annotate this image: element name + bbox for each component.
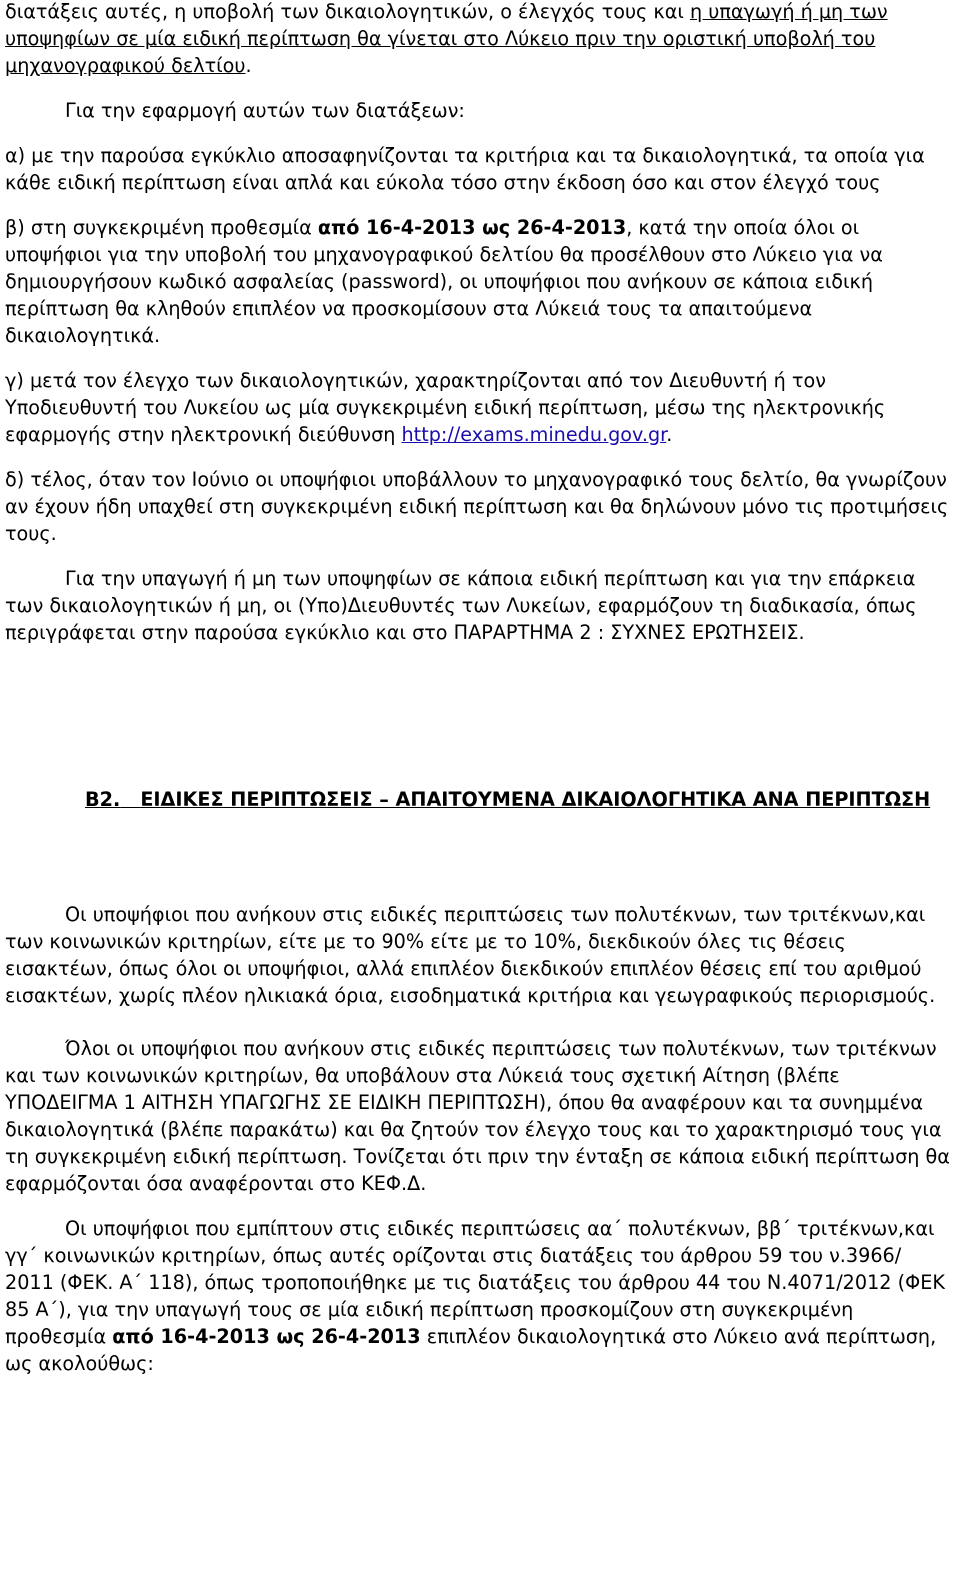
paragraph-documents: Οι υποψήφιοι που εμπίπτουν στις ειδικές περιπτώσεις αα΄ πολυτέκνων, ββ΄ τριτέκνων,και γγ΄ κοινωνικών κριτηρίων, όπως αυτές ορίζονται στις διατάξεις του άρθρου 59 του ν.3966/ 2011 (ΦΕΚ. Α΄ 118), όπως τροποποιήθηκε με τις διατάξεις του άρθρου 44 του Ν.4071/2012 (ΦΕΚ 85 Α΄), για την υπαγωγή τους σε μία ειδική περίπτωση προσκομίζουν στη συγκεκριμένη προθεσμία από 16-4-2013 ως 26-4-2013 επιπλέον δικαιολογητικά στο Λύκειο ανά περίπτωση, ως ακολούθως:: [5, 1217, 945, 1375]
section-heading: [5, 786, 953, 813]
section-number: Β2.: [85, 788, 121, 811]
paragraph-special-cases: Οι υποψήφιοι που ανήκουν στις ειδικές περιπτώσεις των πολυτέκνων, των τριτέκνων,και των κοινωνικών κριτηρίων, είτε με το 90% είτε με το 10%, διεκδικούν όλες τις θέσεις εισακτέων, όπως όλοι οι υποψήφιοι, αλλά επιπλέον διεκδικούν επιπλέον θέσεις επί του αριθμού εισακτέων, χωρίς πλέον ηλικιακά όρια, εισοδηματικά κριτήρια και γεωγραφικούς περιορισμούς.: [5, 903, 936, 1007]
paragraph-d: δ) τέλος, όταν τον Ιούνιο οι υποψήφιοι υποβάλλουν το μηχανογραφικό τους δελτίο, θα γνωρίζουν αν έχουν ήδη υπαχθεί στη συγκεκριμένη ειδική περίπτωση και θα δηλώνουν μόνο τις προτιμήσεις τους.: [5, 468, 949, 545]
paragraph-application-form: Όλοι οι υποψήφιοι που ανήκουν στις ειδικές περιπτώσεις των πολυτέκνων, των τριτέκνων και των κοινωνικών κριτηρίων, θα υποβάλουν στα Λύκειά τους σχετική Αίτηση (βλέπε ΥΠΟΔΕΙΓΜΑ 1 ΑΙΤΗΣΗ ΥΠΑΓΩΓΗΣ ΣΕ ΕΙΔΙΚΗ ΠΕΡΙΠΤΩΣΗ), όπου θα αναφέρουν και τα συνημμένα δικαιολογητικά (βλέπε παρακάτω) και θα ζητούν τον έλεγχο τους και το χαρακτηρισμό τους για τη συγκεκριμένη ειδική περίπτωση. Τονίζεται ότι πριν την ένταξη σε κάποια ειδική περίπτωση θα εφαρμόζονται όσα αναφέρονται στο ΚΕΦ.Δ.: [5, 1037, 950, 1195]
document-page: [5, 0, 953, 1377]
intro-underlined-text: η υπαγωγή ή μη των υποψηφίων σε μία ειδική περίπτωση θα γίνεται στο Λύκειο πριν την οριστική υποβολή του μηχανογραφικού δελτίου: [5, 0, 888, 77]
section-title: ΕΙΔΙΚΕΣ ΠΕΡΙΠΤΩΣΕΙΣ – ΑΠΑΙΤΟΥΜΕΝΑ ΔΙΚΑΙΟΛΟΓΗΤΙΚΑ ΑΝΑ ΠΕΡΙΠΤΩΣΗ: [140, 788, 931, 811]
exams-link[interactable]: http://exams.minedu.gov.gr: [401, 423, 667, 446]
paragraph-procedure: Για την υπαγωγή ή μη των υποψηφίων σε κάποια ειδική περίπτωση και για την επάρκεια των δικαιολογητικών ή μη, οι (Υπο)Διευθυντές των Λυκείων, εφαρμόζουν τη διαδικασία, όπως περιγράφεται στην παρούσα εγκύκλιο και στο ΠΑΡΑΡΤΗΜΑ 2 : ΣΥΧΝΕΣ ΕΡΩΤΗΣΕΙΣ.: [5, 567, 917, 644]
paragraph-a: α) με την παρούσα εγκύκλιο αποσαφηνίζονται τα κριτήρια και τα δικαιολογητικά, τα οποία για κάθε ειδική περίπτωση είναι απλά και εύκολα τόσο στην έκδοση όσο και στον έλεγχό τους: [5, 144, 925, 194]
intro-text: διατάξεις αυτές, η υποβολή των δικαιολογητικών, ο έλεγχός τους και: [5, 0, 690, 23]
paragraph-c: γ) μετά τον έλεγχο των δικαιολογητικών, χαρακτηρίζονται από τον Διευθυντή ή τον Υποδιευθυντή του Λυκείου ως μία συγκεκριμένη ειδική περίπτωση, μέσω της ηλεκτρονικής εφαρμογής στην ηλεκτρονική διεύθυνση http://exams.minedu.gov.gr.: [5, 369, 886, 446]
intro-end: .: [245, 54, 252, 77]
paragraph-intro: [5, 0, 953, 79]
deadline-dates-2: από 16-4-2013 ως 26-4-2013: [112, 1325, 421, 1348]
deadline-dates: από 16-4-2013 ως 26-4-2013: [317, 216, 627, 239]
paragraph-b: β) στη συγκεκριμένη προθεσμία από 16-4-2013 ως 26-4-2013, κατά την οποία όλοι οι υποψήφιοι για την υποβολή του μηχανογραφικού δελτίου θα προσέλθουν στο Λύκειο για να δημιουργήσουν κωδικό ασφαλείας (password), οι υποψήφιοι που ανήκουν σε κάποια ειδική περίπτωση θα κληθούν επιπλέον να προσκομίσουν στα Λύκειά τους τα απαιτούμενα δικαιολογητικά.: [5, 216, 883, 347]
paragraph-application: Για την εφαρμογή αυτών των διατάξεων:: [65, 99, 465, 122]
